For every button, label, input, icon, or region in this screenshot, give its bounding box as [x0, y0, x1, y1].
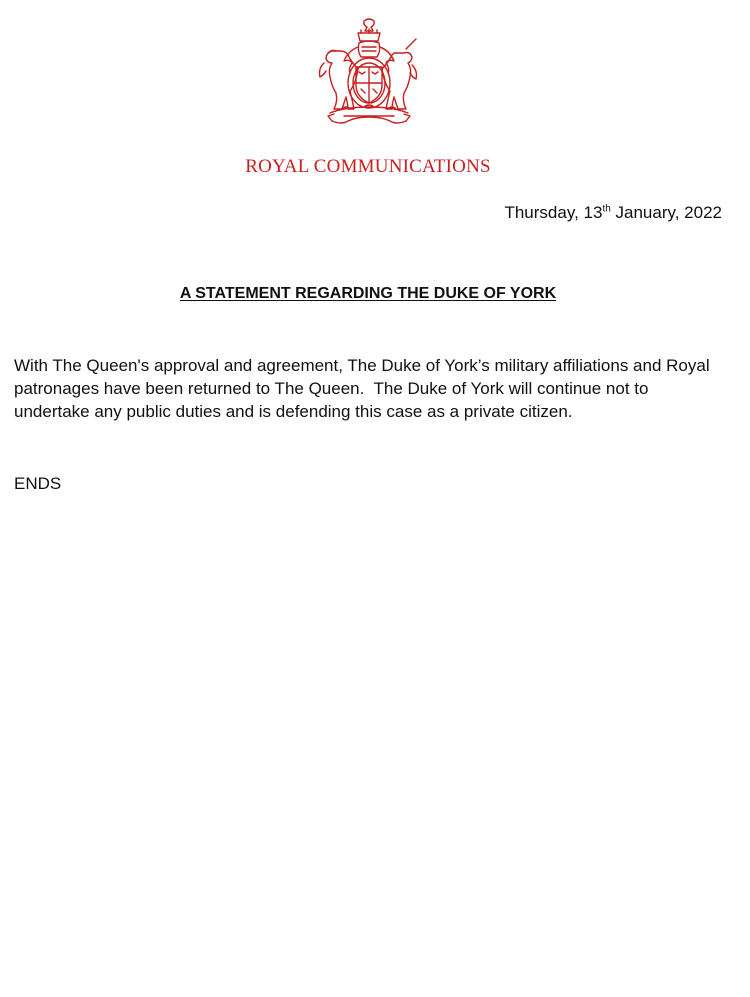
organization-name: ROYAL COMMUNICATIONS	[245, 156, 491, 177]
royal-coat-of-arms-icon	[312, 17, 426, 129]
statement-date	[504, 203, 722, 223]
date-month-year: January, 2022	[610, 203, 722, 222]
statement-body: With The Queen's approval and agreement, The Duke of York’s military affiliations and Royal patronages have been returned to The Queen. The Duke of York will continue not to undertake any public duties and is defending this case as a private citizen.	[14, 356, 715, 421]
statement-ends: ENDS	[14, 474, 62, 493]
date-day-suffix: th	[602, 203, 611, 215]
statement-title: A STATEMENT REGARDING THE DUKE OF YORK	[179, 285, 557, 302]
date-weekday-day: Thursday, 13	[504, 203, 603, 222]
